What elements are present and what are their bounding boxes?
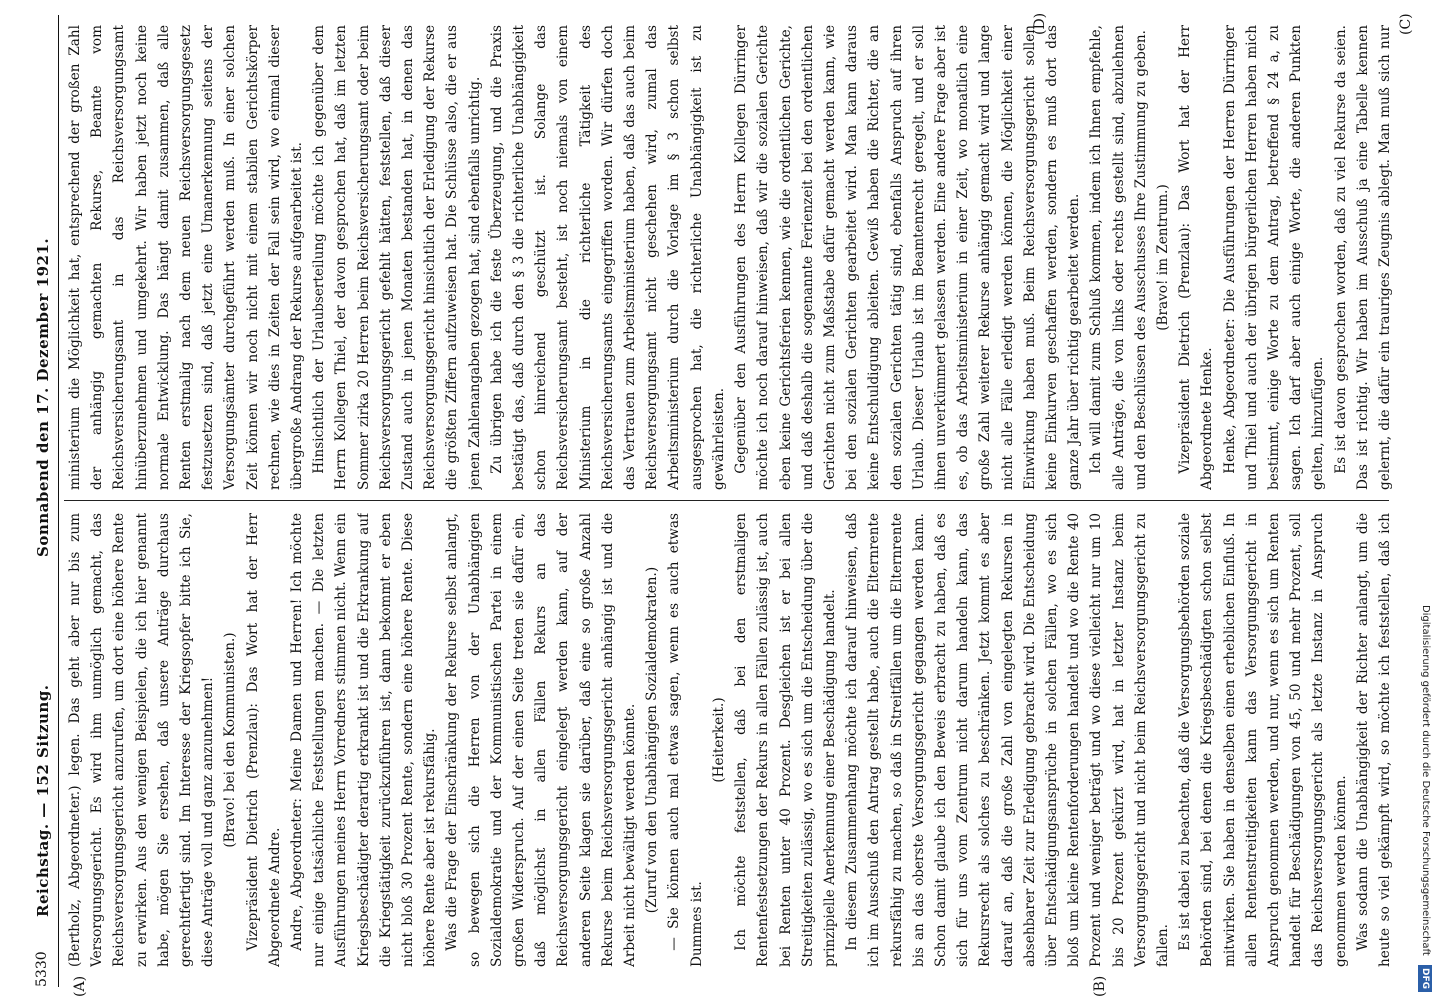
paragraph: Es ist davon gesprochen worden, daß zu viel Rekurse da seien. Das ist richtig. Wir haben im Ausschuß ja eine Tabelle kennen gelernt, die dafür ein trauriges Zeugnis ablegt. Man muß sich nur: [1332, 25, 1393, 490]
paragraph: (Bertholz, Abgeordneter.) legen. Das geht aber nur bis zum Versorgungsgericht. Es wird ihm unmöglich gemacht, das Reichsversorgungsgericht anzurufen, um dort eine höhere Rente zu erwirken. Aus den wenigen Beispielen, die ich hier genannt habe, mögen Sie ersehen, daß unsere Anträge durchaus gerechtfertigt sind. Im Interesse der Kriegsopfer bitte ich Sie, diese Anträge voll und ganz anzunehmen!: [67, 513, 217, 967]
left-column: [64, 513, 1394, 967]
page-header: [30, 15, 59, 987]
credit-label: Digitalisierung gefördert durch die Deutsche Forschungsgemeinschaft: [1420, 604, 1431, 956]
margin-marker-b: (B): [1092, 975, 1108, 997]
paragraph: In diesem Zusammenhang möchte ich darauf hinweisen, daß ich im Ausschuß den Antrag gestellt habe, auch die Elternrente rekursfähig zu machen, so daß in Streitfällen um die Elternrente bis an das oberste Versorgungsgericht gegangen werden kann. Schon damit glaube ich den Beweis erbracht zu haben, daß es sich für uns vom Zentrum nicht darum handeln kann, das Rekursrecht als solches zu beschränken. Jetzt kommt es aber darauf an, daß die große Zahl von eingelegten Rekursen in absehbarer Zeit zur Erledigung gebracht wird. Die Entscheidung über Entschädigungsansprüche in solchen Fällen, wo es sich bloß um kleine Rentenforderungen handelt und wo die Rente 40 Prozent und weniger beträgt und wo diese vielleicht nur um 10 bis 20 Prozent gekürzt wird, hat in letzter Instanz beim Versorgungsgericht und nicht beim Reichsversorgungsgericht zu fallen.: [844, 513, 1171, 967]
interjection: (Heiterkeit.): [710, 697, 727, 783]
interjection: (Bravo! im Zentrum.): [1154, 184, 1171, 331]
paragraph: Henke, Abgeordneter: Die Ausführungen der Herren Dürringer und Thiel und auch der übrigen bürgerlichen Herren haben mich bestimmt, einige Worte zu dem Antrag, betreffend § 24 a, zu sagen. Ich darf aber auch einige Worte, die anderen Punkten gelten, hinzufügen.: [1221, 25, 1327, 490]
paragraph: Gegenüber den Ausführungen des Herrn Kollegen Dürringer möchte ich noch darauf hinweisen, daß wir die sozialen Gerichte eben keine Gerichtsferien kennen, wie die ordentlichen Gerichte, und daß deshalb die sogenannte Ferienzeit bei den ordentlichen Gerichten nicht zum Maßstabe dafür gemacht werden kann, wie bei den sozialen Gerichten gearbeitet wird. Man kann daraus keine Entschuldigung ableiten. Gewiß haben die Richter, die an den sozialen Gerichten tätig sind, ebenfalls Anspruch auf ihren Urlaub. Dieser Urlaub ist im Beamtenrecht geregelt, und er soll ihnen unverkümmert gelassen werden. Eine andere Frage aber ist es, ob das Arbeitsministerium in einer Zeit, wo monatlich eine große Zahl weiterer Rekurse anhängig gemacht wird und lange nicht alle Fälle erledigt werden können, die Möglichkeit einer Einwirkung haben muß. Beim Reichsversorgungsgericht sollen keine Einkurven geschaffen werden, sondern es muß dort das ganze Jahr über richtig gearbeitet werden.: [733, 25, 1083, 490]
paragraph: Ich will damit zum Schluß kommen, indem ich Ihnen empfehle, alle Anträge, die von links oder rechts gestellt sind, abzulehnen und den Beschlüssen des Ausschusses Ihre Zustimmung zu geben.: [1088, 25, 1149, 490]
interjection: (Bravo! bei den Kommunisten.): [222, 632, 239, 848]
margin-marker-d: (D): [1032, 12, 1048, 35]
margin-marker-c: (C): [1398, 13, 1414, 35]
paragraph: ministerium die Möglichkeit hat, entsprechend der großen Zahl der anhängig gemachten Rekurse, Beamte vom Reichsversicherungsamt in das Reichsversorgungsamt hinüberzunehmen und umgekehrt. Wir haben jetzt noch keine normale Entwicklung. Das hängt damit zusammen, daß alle Renten erstmalig nach dem neuen Reichsversorgungsgesetz festzusetzen sind, daß jetzt eine Umanerkennung seitens der Versorgungsämter durchgeführt werden muß. In einer solchen Zeit können wir noch nicht mit einem stabilen Gerichtskörper rechnen, wie dies in Zeiten der Fall sein wird, wo einmal dieser übergroße Andrang der Rekurse aufgearbeitet ist.: [67, 25, 306, 490]
paragraph: Was sodann die Unabhängigkeit der Richter anlangt, um die heute so viel gekämpft wird, so möchte ich feststellen, daß ich: [1354, 513, 1393, 967]
margin-marker-a: (A): [72, 975, 88, 997]
newspaper-page: [12, 5, 1412, 995]
session-date: Sonnabend den 17. Dezember 1921.: [34, 237, 52, 557]
session-title: Reichstag. — 152 Sitzung.: [34, 684, 52, 917]
speaker-announcement: Vizepräsident Dietrich (Prenzlau): Das Wort hat der Herr Abgeordnete Andre.: [244, 513, 283, 967]
paragraph: Es ist dabei zu beachten, daß die Versorgungsbehörden soziale Behörden sind, bei denen die Kriegsbeschädigten schon selbst mitwirken. Sie haben in denselben einen erheblichen Einfluß. In allen Rentenstreitigkeiten kann das Versorgungsgericht in Anspruch genommen werden, und nur, wenn es sich um Renten handelt für Beschädigungen von 45, 50 und mehr Prozent, soll das Reichsversorgungsgericht als letzte Instanz in Anspruch genommen werden können.: [1177, 513, 1349, 967]
paragraph: Was die Frage der Einschränkung der Rekurse selbst anlangt, so bewegen sich die Herren von der Unabhängigen Sozialdemokratie und der Kommunistischen Partei in einem großen Widerspruch. Auf der einen Seite treten sie dafür ein, daß möglichst in allen Fällen Rekurs an das Reichsversorgungsgericht eingelegt werden kann, auf der anderen Seite klagen sie darüber, daß eine so große Anzahl Rekurse beim Reichsversorgungsgericht anhängig ist und die Arbeit nicht bewältigt werden könnte.: [444, 513, 639, 967]
credit-text: [1418, 8, 1432, 992]
interjection: (Zuruf von den Unabhängigen Sozialdemokraten.): [644, 566, 661, 914]
paragraph: Andre, Abgeordneter: Meine Damen und Herren! Ich möchte nur einige tatsächliche Feststellungen machen. — Die letzten Ausführungen meines Herrn Vorredners stimmen nicht. Wenn ein Kriegsbeschädigter derartig erkrankt ist und die Erkrankung auf die Kriegstätigkeit zurückzuführen ist, dann bekommt er eben nicht bloß 30 Prozent Rente, sondern eine höhere Rente. Diese höhere Rente aber ist rekursfähig.: [289, 513, 439, 967]
paragraph: — Sie können auch mal etwas sagen, wenn es auch etwas Dummes ist.: [666, 513, 705, 967]
paragraph: Hinsichtlich der Urlaubserteilung möchte ich gegenüber dem Herrn Kollegen Thiel, der davon gesprochen hat, daß im letzten Sommer zirka 20 Herren beim Reichsversicherungsamt oder beim Reichsversorgungsgericht gefehlt hätten, feststellen, daß dieser Zustand auch in jenen Monaten bestanden hat, in denen das Reichsversorgungsgericht hinsichtlich der Erledigung der Rekurse die größten Ziffern aufzuweisen hat. Die Schlüsse also, die er aus jenen Zahlenangaben gezogen hat, sind ebenfalls unrichtig.: [311, 25, 483, 490]
column-divider: [64, 500, 1389, 501]
paragraph: Ich möchte feststellen, daß bei den erstmaligen Rentenfestsetzungen der Rekurs in allen Fällen zulässig ist, auch bei Renten unter 40 Prozent. Desgleichen ist er bei allen Streitigkeiten zulässig, wo es sich um die Entscheidung über die prinzipielle Anerkennung einer Beschädigung handelt.: [733, 513, 838, 967]
right-column: [64, 25, 1394, 490]
speaker-announcement: Vizepräsident Dietrich (Prenzlau): Das Wort hat der Herr Abgeordnete Henke.: [1177, 25, 1216, 490]
digitization-credit: [1418, 8, 1432, 992]
paragraph: Zu übrigen habe ich die feste Überzeugung, und die Praxis bestätigt das, daß durch den § 3 die richterliche Unabhängigkeit schon hinreichend geschützt ist. Solange das Reichsversicherungsamt besteht, ist noch niemals von einem Ministerium in die richterliche Tätigkeit des Reichsversicherungsamts eingegriffen worden. Wir dürfen doch das Vertrauen zum Arbeitsministerium haben, daß das auch beim Reichsversorgungsamt nicht geschehen wird, zumal das Arbeitsministerium durch die Vorlage im § 3 schon selbst ausgesprochen hat, die richterliche Unabhängigkeit ist zu gewährleisten.: [488, 25, 727, 490]
page-number: 5330: [34, 951, 50, 987]
dfg-logo: DFG: [1418, 965, 1432, 992]
